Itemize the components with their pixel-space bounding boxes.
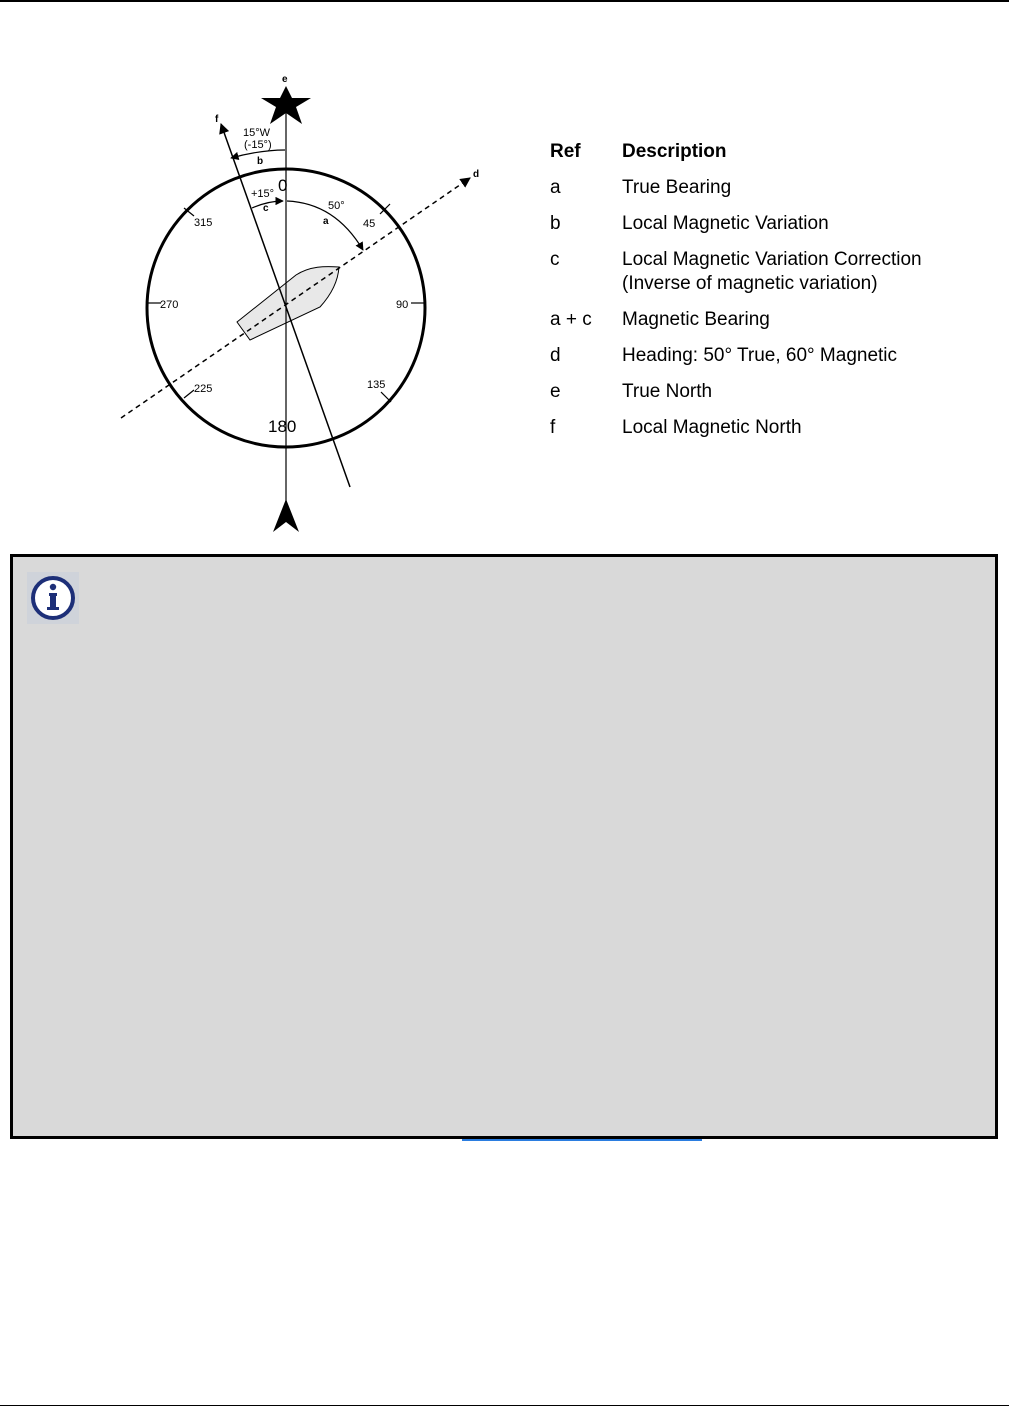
table-row	[550, 176, 952, 212]
label-f: f	[215, 114, 219, 125]
note-link[interactable]	[462, 1121, 702, 1141]
ref-cell: c	[550, 249, 560, 270]
mark-90: 90	[396, 299, 409, 311]
table-row	[550, 380, 952, 416]
mark-45: 45	[363, 218, 376, 230]
description-cell: Heading: 50° True, 60° Magnetic	[622, 345, 898, 366]
description-cell: Local Magnetic Variation	[622, 213, 829, 234]
page-bottom-rule	[0, 1405, 1009, 1406]
table-row	[550, 416, 952, 452]
ref-cell: f	[550, 417, 556, 438]
table-row	[550, 344, 952, 380]
ref-cell: d	[550, 345, 561, 366]
tick-225	[184, 390, 194, 398]
table-row	[550, 248, 952, 308]
description-cell: Magnetic Bearing	[622, 309, 770, 330]
description-cell: True North	[622, 381, 713, 402]
label-b: b	[257, 156, 264, 167]
ref-cell: a	[550, 177, 561, 198]
description-cell: Local Magnetic Variation Correction (Inverse of magnetic variation)	[622, 249, 922, 294]
bearing-label: 50°	[328, 200, 345, 212]
reference-table	[550, 140, 952, 452]
south-arrowhead-icon	[273, 499, 299, 532]
ref-cell: e	[550, 381, 561, 402]
mark-135: 135	[367, 379, 386, 391]
label-e: e	[282, 74, 288, 85]
label-c: c	[263, 203, 269, 214]
correction-label: +15°	[251, 188, 275, 200]
compass-diagram	[0, 0, 560, 545]
info-icon	[27, 572, 79, 624]
mark-225: 225	[194, 383, 213, 395]
mark-270: 270	[160, 299, 179, 311]
ref-header: Ref	[550, 141, 581, 162]
heading-line	[121, 178, 470, 418]
ref-cell: b	[550, 213, 561, 234]
table-row	[550, 308, 952, 344]
description-cell: True Bearing	[622, 177, 732, 198]
note-box	[10, 554, 998, 1139]
variation-label-1: 15°W	[243, 127, 271, 139]
ref-table-header	[550, 140, 952, 176]
label-a: a	[323, 216, 329, 227]
tick-135	[381, 392, 391, 402]
mark-315: 315	[194, 217, 213, 229]
ref-cell: a + c	[550, 309, 592, 330]
description-header: Description	[622, 141, 727, 162]
description-cell: Local Magnetic North	[622, 417, 802, 438]
mark-180: 180	[268, 417, 297, 436]
mark-0: 0	[278, 176, 288, 195]
label-d: d	[473, 169, 480, 180]
variation-label-2: (-15°)	[244, 139, 272, 151]
table-row	[550, 212, 952, 248]
